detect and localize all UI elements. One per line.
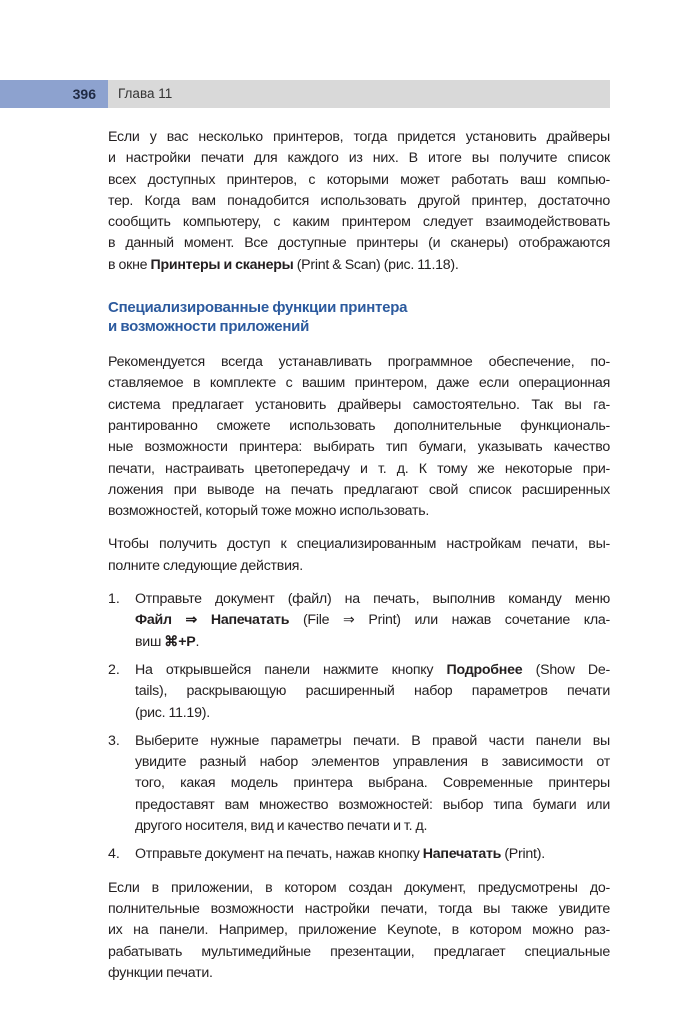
text-line: [135, 816, 610, 837]
bold-term: Файл ⇒ Напечатать: [135, 612, 290, 629]
text-line: [108, 233, 610, 254]
text-run: рантированно сможете использовать дополнительные функциональ-: [108, 417, 610, 434]
list-number: 3.: [108, 732, 120, 749]
list-item: [108, 589, 610, 653]
text-line: [135, 632, 610, 653]
text-run: tails), раскрывающую расширенный набор параметров печати: [135, 683, 610, 700]
list-item: [108, 731, 610, 837]
text-run: в окне: [108, 256, 151, 273]
list-number: 1.: [108, 591, 120, 608]
bold-term: ⌘+P: [164, 633, 196, 650]
text-run: (Show De-: [522, 661, 610, 678]
text-line: [135, 844, 610, 865]
text-run: На открывшейся панели нажмите кнопку: [135, 661, 447, 678]
list-item: [108, 660, 610, 724]
text-run: Рекомендуется всегда устанавливать программное обеспечение, по-: [108, 354, 610, 371]
text-line: [108, 480, 610, 501]
text-line: [108, 148, 610, 169]
bold-term: Принтеры и сканеры: [150, 256, 294, 273]
page-number-tab: [0, 80, 108, 108]
paragraph: [108, 352, 610, 522]
text-run: возможностей, который тоже можно использовать.: [108, 503, 430, 520]
text-run: ложения при выводе на печать предлагают свой список расширенных: [108, 481, 610, 498]
text-line: [135, 660, 610, 681]
text-line: [108, 212, 610, 233]
text-run: увидите разный набор элементов управления в зависимости от: [135, 754, 610, 771]
text-line: [108, 416, 610, 437]
paragraph: [108, 534, 610, 577]
text-run: рабатывать мультимедийные презентации, предлагает специальные: [108, 943, 610, 960]
section-heading: [108, 298, 610, 336]
text-run: Если в приложении, в котором создан документ, предусмотрены до-: [108, 879, 610, 896]
text-line: [108, 373, 610, 394]
text-run: полните следующие действия.: [108, 557, 303, 574]
text-run: ставляемое в комплекте с вашим принтером, даже если операционная: [108, 375, 610, 392]
bold-term: Напечатать: [422, 846, 502, 863]
text-run: Отправьте документ на печать, нажав кнопку: [135, 846, 423, 863]
text-run: Чтобы получить доступ к специализированным настройкам печати, вы-: [108, 536, 610, 553]
text-run: Если у вас несколько принтеров, тогда придется установить драйверы: [108, 129, 610, 145]
text-line: [108, 899, 610, 920]
text-run: (File ⇒ Print) или нажав сочетание кла-: [289, 612, 611, 629]
page-number: 396: [72, 86, 96, 102]
text-line: [108, 191, 610, 212]
text-run: полнительные возможности настройки печати, тогда вы также увидите: [108, 900, 610, 917]
chapter-title: Глава 11: [118, 86, 173, 101]
list-item: [108, 844, 610, 865]
list-number: 2.: [108, 661, 120, 678]
text-line: [135, 610, 610, 631]
text-line: [108, 127, 610, 148]
text-line: [135, 703, 610, 724]
text-line: [135, 681, 610, 702]
text-line: [135, 752, 610, 773]
text-line: [108, 556, 610, 577]
text-run: Специализированные функции принтера: [108, 299, 408, 317]
text-line: [108, 459, 610, 480]
text-line: [108, 534, 610, 555]
text-run: (Print).: [501, 846, 545, 863]
text-line: [108, 437, 610, 458]
text-line: [108, 920, 610, 941]
text-line: [135, 731, 610, 752]
text-run: система предлагает установить драйверы самостоятельно. Так вы га-: [108, 396, 610, 413]
text-line: [108, 395, 610, 416]
text-line: [108, 317, 610, 336]
text-run: другого носителя, вид и качество печати и т. д.: [135, 818, 428, 835]
text-run: Отправьте документ (файл) на печать, выполнив команду меню: [135, 591, 610, 608]
text-line: [108, 255, 610, 276]
text-line: [108, 878, 610, 899]
text-run: тер. Когда вам понадобится использовать другой принтер, достаточно: [108, 192, 610, 209]
text-run: (Print & Scan) (рис. 11.18).: [293, 256, 459, 273]
text-line: [108, 298, 610, 317]
text-run: в данный момент. Все доступные принтеры (и сканеры) отображаются: [108, 235, 610, 252]
text-run: их на панели. Например, приложение Keynote, в котором можно раз-: [108, 922, 610, 939]
paragraph: [108, 127, 610, 276]
text-run: и настройки печати для каждого из них. В итоге вы получите список: [108, 150, 610, 167]
text-line: [108, 501, 610, 522]
page-body: [108, 127, 610, 996]
text-run: ные возможности принтера: выбирать тип бумаги, указывать качество: [108, 439, 610, 456]
text-run: того, какая модель принтера выбрана. Современные принтеры: [135, 775, 610, 792]
text-line: [135, 795, 610, 816]
text-run: печати, настраивать цветопередачу и т. д. К тому же некоторые при-: [108, 460, 610, 477]
text-line: [135, 589, 610, 610]
text-line: [108, 942, 610, 963]
text-run: всех доступных принтеров, с которыми может работать ваш компью-: [108, 171, 610, 188]
text-run: виш: [135, 633, 165, 650]
text-run: Выберите нужные параметры печати. В правой части панели вы: [135, 732, 610, 749]
list-number: 4.: [108, 846, 120, 863]
text-line: [108, 352, 610, 373]
text-run: и возможности приложений: [108, 318, 310, 336]
text-run: .: [195, 633, 200, 650]
text-run: (рис. 11.19).: [135, 704, 210, 721]
running-header: [108, 80, 610, 108]
paragraph: [108, 878, 610, 984]
text-run: предоставят вам множество возможностей: выбор типа бумаги или: [135, 796, 610, 813]
text-run: сообщить компьютеру, с каким принтером следует взаимодействовать: [108, 214, 610, 231]
text-line: [108, 963, 610, 984]
text-run: функции печати.: [108, 964, 213, 981]
text-line: [135, 773, 610, 794]
bold-term: Подробнее: [446, 661, 523, 678]
text-line: [108, 170, 610, 191]
